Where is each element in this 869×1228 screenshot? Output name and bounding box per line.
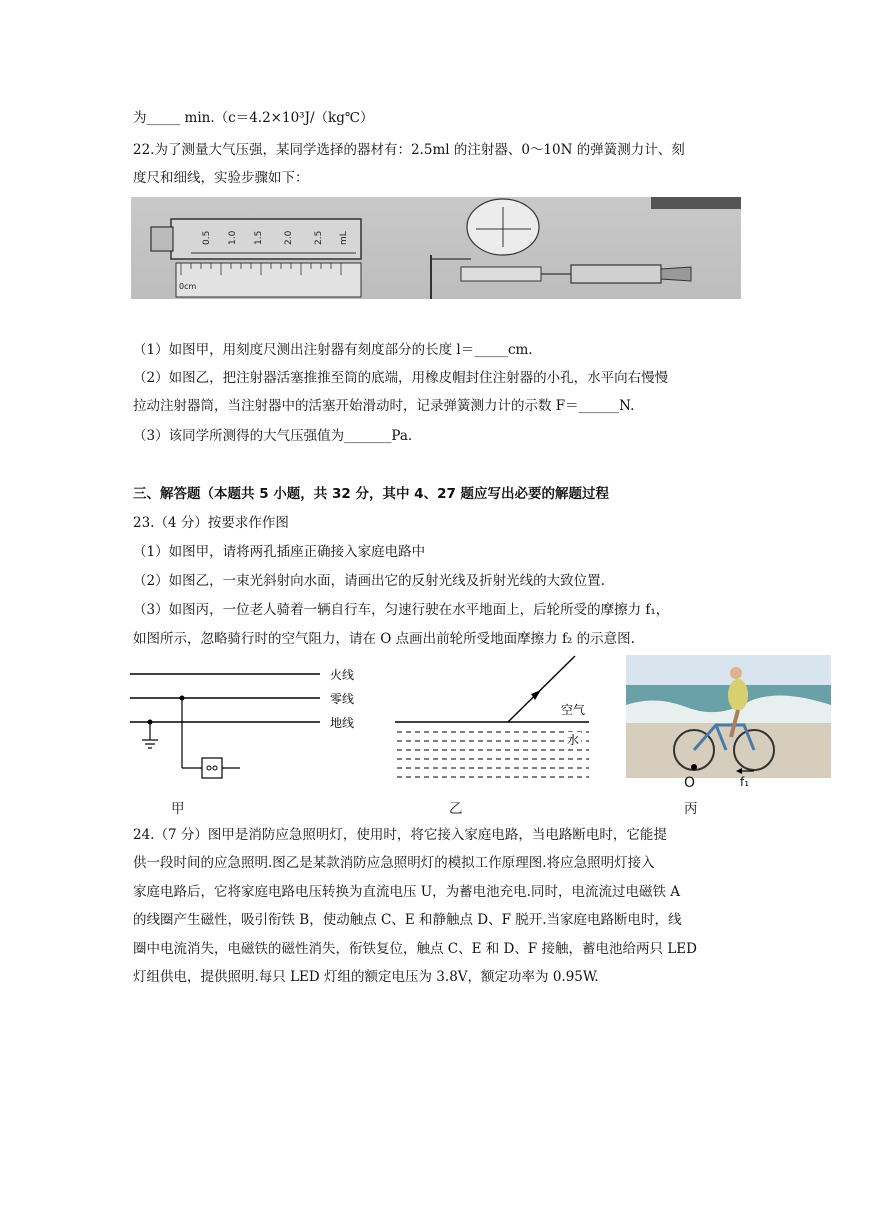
question-22-part-2: （2）如图乙，把注射器活塞推推至筒的底端，用橡皮帽封住注射器的小孔，水平向右慢慢: [133, 370, 669, 386]
text-line: 家庭电路后，它将家庭电路电压转换为直流电压 U，为蓄电池充电.同时，电流流过电磁铁 A: [133, 884, 680, 900]
scale-label: 2.5: [314, 230, 324, 245]
figure-caption-jia: 甲: [171, 801, 185, 817]
text-line: 圈中电流消失，电磁铁的磁性消失，衔铁复位，触点 C、E 和 D、F 接触，蓄电池给两只 LED: [133, 941, 697, 957]
text-line: 供一段时间的应急照明.图乙是某款消防应急照明灯的模拟工作原理图.将应急照明灯接入: [133, 855, 655, 871]
air-label: 空气: [561, 703, 586, 717]
question-23-part-1: （1）如图甲，请将两孔插座正确接入家庭电路中: [133, 544, 426, 560]
text-line: 灯组供电，提供照明.每只 LED 灯组的额定电压为 3.8V，额定功率为 0.95W.: [133, 969, 599, 985]
question-22-part-3: （3）该同学所测得的大气压强值为_______Pa.: [133, 428, 413, 444]
text-line: 拉动注射器筒，当注射器中的活塞开始滑动时，记录弹簧测力计的示数 F＝______N.: [133, 398, 635, 414]
ruler-label: 0cm: [179, 282, 197, 291]
live-wire-label: 火线: [330, 668, 355, 682]
optics-diagram: [393, 654, 593, 780]
figure-caption-bing: 丙: [684, 801, 698, 817]
figure-caption-yi: 乙: [449, 801, 463, 817]
water-label: 水: [567, 733, 580, 747]
friction-label: f₁: [740, 775, 750, 789]
point-o-label: O: [684, 775, 696, 791]
question-24: 24.（7 分）图甲是消防应急照明灯，使用时，将它接入家庭电路，当电路断电时，它能提: [133, 827, 667, 843]
text-line: 的线圈产生磁性，吸引衔铁 B，使动触点 C、E 和静触点 D、F 脱开.当家庭电路断电时，线: [133, 912, 682, 928]
bicycle-photo: [626, 655, 831, 778]
question-23: 23.（4 分）按要求作作图: [133, 515, 289, 531]
scale-label: 1.0: [228, 230, 238, 245]
circuit-diagram: [128, 662, 368, 782]
text-line: 为_____ min.（c＝4.2×10³J/（kg℃）: [133, 110, 374, 126]
question-23-part-3: （3）如图丙，一位老人骑着一辆自行车，匀速行驶在水平地面上，后轮所受的摩擦力 f₁，: [133, 602, 670, 618]
scale-label: 1.5: [254, 230, 264, 245]
syringe-experiment-photo: [131, 197, 741, 299]
text-line: 如图所示，忽略骑行时的空气阻力，请在 O 点画出前轮所受地面摩擦力 f₂ 的示意图.: [133, 631, 635, 647]
scale-label: 2.0: [284, 230, 294, 245]
question-23-part-2: （2）如图乙，一束光斜射向水面，请画出它的反射光线及折射光线的大致位置.: [133, 573, 605, 589]
section-heading: 三、解答题（本题共 5 小题，共 32 分，其中 4、27 题应写出必要的解题过程: [133, 486, 610, 502]
neutral-wire-label: 零线: [330, 692, 355, 706]
question-22: 22.为了测量大气压强，某同学选择的器材有：2.5ml 的注射器、0～10N 的弹簧测力计、刻: [133, 142, 685, 158]
scale-label: 0.5: [202, 230, 212, 245]
text-line: 度尺和细线，实验步骤如下：: [133, 170, 309, 186]
scale-label: mL: [339, 231, 349, 245]
question-22-part-1: （1）如图甲，用刻度尺测出注射器有刻度部分的长度 l＝_____cm.: [133, 342, 533, 358]
ground-wire-label: 地线: [330, 716, 355, 730]
